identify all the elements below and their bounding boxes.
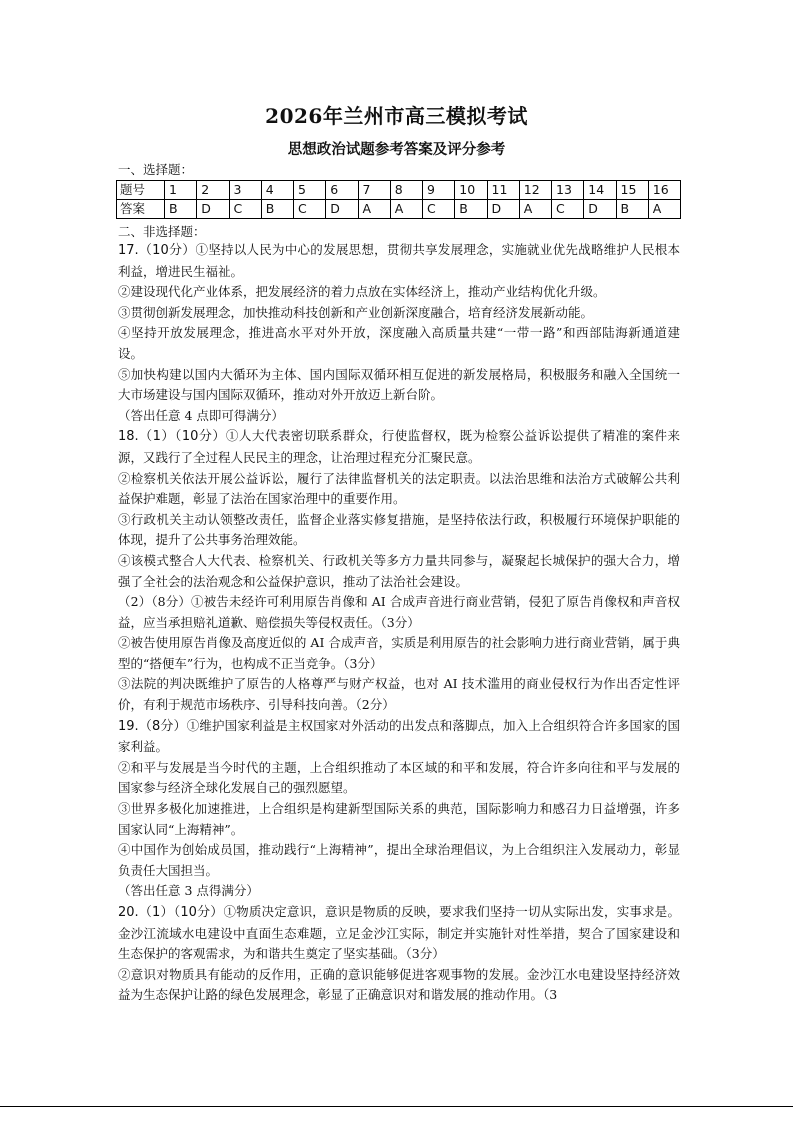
question-number: 5 — [294, 181, 326, 200]
question-number: 14 — [584, 181, 616, 200]
q19-lead: 19.（8分） — [118, 718, 187, 734]
q18-part2-point-1 — [118, 592, 680, 633]
question-number: 8 — [390, 181, 422, 200]
q18-lead: 18.（1）（10分） — [118, 429, 226, 445]
question-number: 11 — [487, 181, 519, 200]
row-label-question: 题号 — [117, 181, 165, 200]
q17-point-5: ⑤加快构建以国内大循环为主体、国内国际双循环相互促进的新发展格局，积极服务和融入全国统一大市场建设与国内国际双循环，推动对外开放迈上新台阶。 — [118, 366, 680, 403]
question-number: 1 — [165, 181, 197, 200]
answer-cell: D — [197, 200, 229, 219]
q20-point-2: ②意识对物质具有能动的反作用，正确的意识能够促进客观事物的发展。金沙江水电建设坚持经济效益为生态保护让路的绿色发展理念，彰显了正确意识对和谐发展的推动作用。（3 — [118, 966, 680, 1003]
q19-point-3: ③世界多极化加速推进，上合组织是构建新型国际关系的典范，国际影响力和感召力日益增强，许多国家认同“上海精神”。 — [118, 801, 680, 837]
q17-point-1 — [118, 240, 680, 282]
answer-cell: C — [552, 200, 584, 219]
section-choice-heading: 一、选择题： — [118, 162, 194, 177]
q18-point-1 — [118, 426, 680, 468]
q20-lead: 20.（1）（10分） — [118, 905, 224, 920]
q17-point-2: ②建设现代化产业体系，把发展经济的着力点放在实体经济上，推动产业结构优化升级。 — [118, 284, 606, 300]
q19-point-2: ②和平与发展是当今时代的主题，上合组织推动了本区域的和平和发展，符合许多向往和平与发展的国家参与经济全球化发展自己的强烈愿望。 — [118, 759, 680, 796]
page-title: 2026年兰州市高三模拟考试 — [265, 104, 528, 128]
answer-cell: C — [423, 200, 455, 219]
question-number: 3 — [229, 181, 261, 200]
answer-cell: D — [326, 200, 358, 219]
question-number: 10 — [455, 181, 487, 200]
answer-cell: D — [487, 200, 519, 219]
answer-row — [117, 200, 681, 219]
q18-part2-point-2: ②被告使用原告肖像及高度近似的 AI 合成声音，实质是利用原告的社会影响力进行商业营销，属于典型的“搭便车”行为，也构成不正当竞争。（3分） — [118, 635, 680, 671]
q19-point-1 — [118, 716, 680, 758]
answer-table — [116, 180, 681, 219]
q20-point-1-text: ①物质决定意识，意识是物质的反映，要求我们坚持一切从实际出发，实事求是。金沙江流域水电建设中直面生态难题，立足金沙江实际，制定并实施针对性举措，契合了国家建设和生态保护的客观需求，为和谐共生奠定了坚实基础。（3分） — [118, 904, 680, 962]
page-subtitle: 思想政治试题参考答案及评分参考 — [287, 141, 506, 158]
answer-cell: C — [229, 200, 261, 219]
q18-part2-lead: （2）（8分） — [118, 594, 191, 610]
question-number: 12 — [519, 181, 551, 200]
answer-cell: A — [648, 200, 680, 219]
question-number: 4 — [261, 181, 293, 200]
answer-cell: A — [358, 200, 390, 219]
q18-point-3: ③行政机关主动认领整改责任，监督企业落实修复措施，是坚持依法行政，积极履行环境保护职能的体现，提升了公共事务治理效能。 — [118, 511, 680, 548]
q19-point-4: ④中国作为创始成员国，推动践行“上海精神”，提出全球治理倡议，为上合组织注入发展动力，彰显负责任大国担当。 — [118, 842, 680, 878]
question-number: 6 — [326, 181, 358, 200]
q19-point-1-text: ①维护国家利益是主权国家对外活动的出发点和落脚点，加入上合组织符合许多国家的国家利益。 — [118, 717, 680, 755]
question-number: 15 — [616, 181, 648, 200]
q17-note: （答出任意 4 点即可得满分） — [118, 407, 284, 423]
question-number: 2 — [197, 181, 229, 200]
answer-cell: D — [584, 200, 616, 219]
q17-point-3: ③贯彻创新发展理念，加快推动科技创新和产业创新深度融合，培育经济发展新动能。 — [118, 304, 594, 320]
answer-cell: B — [261, 200, 293, 219]
q19-note: （答出任意 3 点得满分） — [118, 883, 259, 899]
answer-cell: A — [519, 200, 551, 219]
answer-cell: B — [616, 200, 648, 219]
question-number: 9 — [423, 181, 455, 200]
page-bottom-rule — [0, 1106, 793, 1107]
q18-part2-point-1-text: ①被告未经许可利用原告肖像和 AI 合成声音进行商业营销，侵犯了原告肖像权和声音权益，应当承担赔礼道歉、赔偿损失等侵权责任。（3分） — [118, 594, 680, 630]
q18-point-4: ④该模式整合人大代表、检察机关、行政机关等多方力量共同参与，凝聚起长城保护的强大合力，增强了全社会的法治观念和公益保护意识，推动了法治社会建设。 — [118, 552, 680, 589]
q17-lead: 17.（10分） — [118, 243, 196, 258]
q20-point-1 — [118, 902, 680, 965]
q18-point-2: ②检察机关依法开展公益诉讼，履行了法律监督机关的法定职责。以法治思维和法治方式破解公共利益保护难题，彰显了法治在国家治理中的重要作用。 — [118, 470, 680, 507]
question-number: 16 — [648, 181, 680, 200]
question-number: 7 — [358, 181, 390, 200]
question-number: 13 — [552, 181, 584, 200]
question-number-row — [117, 181, 681, 200]
q18-part2-point-3: ③法院的判决既维护了原告的人格尊严与财产权益，也对 AI 技术滥用的商业侵权行为作出否定性评价，有利于规范市场秩序、引导科技向善。（2分） — [118, 676, 680, 713]
answer-cell: B — [165, 200, 197, 219]
q17-point-4: ④坚持开放发展理念，推进高水平对外开放，深度融入高质量共建“一带一路”和西部陆海新通道建设。 — [118, 325, 680, 361]
q18-point-1-text: ①人大代表密切联系群众，行使监督权，既为检察公益诉讼提供了精准的案件来源，又践行了全过程人民民主的理念，让治理过程充分汇聚民意。 — [118, 428, 680, 465]
row-label-answer: 答案 — [117, 200, 165, 219]
answer-cell: B — [455, 200, 487, 219]
q17-point-1-text: ①坚持以人民为中心的发展思想，贯彻共享发展理念，实施就业优先战略维护人民根本利益，增进民生福祉。 — [118, 242, 680, 279]
answer-cell: A — [390, 200, 422, 219]
answer-body — [118, 240, 680, 1006]
section-essay-heading: 二、非选择题： — [118, 224, 206, 239]
answer-cell: C — [294, 200, 326, 219]
